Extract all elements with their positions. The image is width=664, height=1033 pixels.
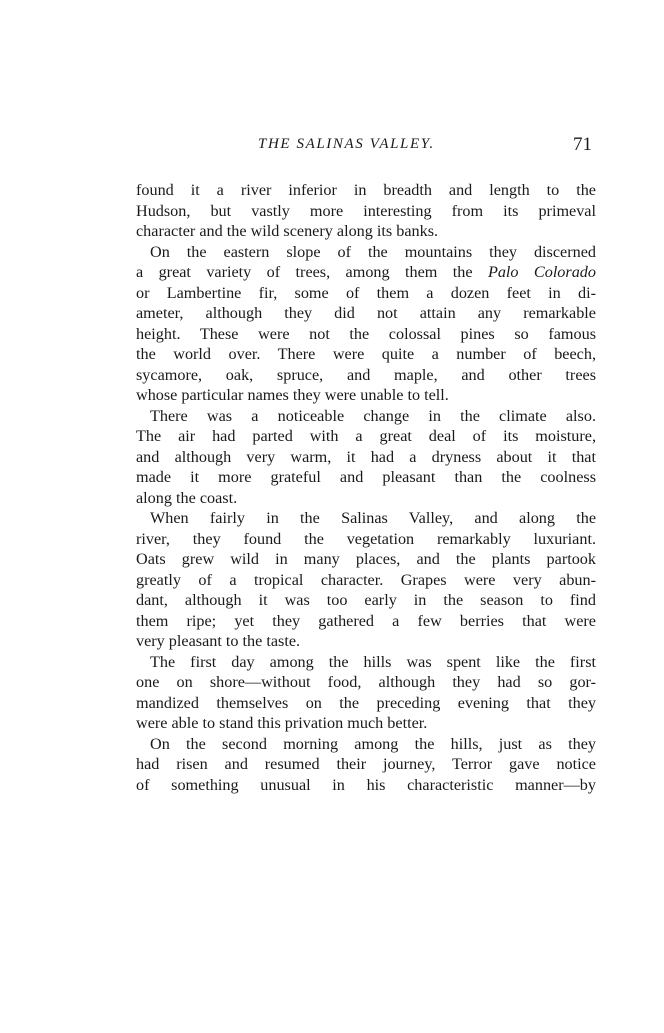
text-line-20: greatly of a tropical character. Grapes were very abun- — [136, 570, 596, 589]
text-line-18: river, they found the vegetation remarkably luxuriant. — [136, 529, 596, 548]
text-line-19: Oats grew wild in many places, and the plants partook — [136, 550, 596, 568]
italic-phrase-palo-colorado: Palo Colorado — [487, 263, 596, 281]
text-line-16: along the coast. — [136, 488, 238, 507]
text-line-7: ameter, although they did not attain any remarkable — [136, 304, 596, 322]
text-line-28: On the second morning among the hills, just as they — [150, 734, 596, 753]
text-line-21: dant, although it was too early in the season to find — [136, 591, 596, 609]
text-line-9: the world over. There were quite a number of beech, — [136, 345, 596, 363]
text-line-2: Hudson, but vastly more interesting from its primeval — [136, 201, 596, 220]
text-line-1: found it a river inferior in breadth and length to the — [136, 181, 596, 199]
text-line-15: made it more grateful and pleasant than the coolness — [136, 468, 596, 486]
text-line-3: character and the wild scenery along its banks. — [136, 222, 439, 240]
text-line-12: There was a noticeable change in the climate also. — [150, 406, 596, 425]
text-line-27: were able to stand this privation much better. — [136, 714, 428, 732]
text-line-30: of something unusual in his characteristic manner—by — [136, 775, 596, 794]
text-line-14: and although very warm, it had a dryness about it that — [136, 447, 596, 466]
text-line-22: them ripe; yet they gathered a few berries that were — [136, 611, 596, 630]
body-text — [136, 180, 596, 795]
text-line-17: When fairly in the Salinas Valley, and along the — [150, 509, 596, 527]
text-line-4: On the eastern slope of the mountains they discerned — [150, 242, 596, 261]
text-line-24: The first day among the hills was spent like the first — [150, 652, 596, 671]
text-line-6: or Lambertine fir, some of them a dozen feet in di- — [136, 283, 596, 302]
text-line-25: one on shore—without food, although they had so gor- — [136, 673, 596, 691]
text-line-11: whose particular names they were unable to tell. — [136, 386, 449, 404]
text-line-23: very pleasant to the taste. — [136, 632, 301, 650]
text-line-5 — [136, 262, 596, 283]
running-head — [136, 136, 596, 166]
page-number: 71 — [573, 134, 592, 155]
text-line-10: sycamore, oak, spruce, and maple, and other trees — [136, 365, 596, 384]
text-line-5-lead: a great variety of trees, among them the — [136, 263, 488, 281]
text-line-13: The air had parted with a great deal of its moisture, — [136, 427, 596, 445]
text-line-26: mandized themselves on the preceding evening that they — [136, 693, 596, 712]
running-title: THE SALINAS VALLEY. — [258, 136, 435, 152]
text-line-29: had risen and resumed their journey, Terror gave notice — [136, 755, 596, 773]
text-line-8: height. These were not the colossal pines so famous — [136, 324, 596, 343]
